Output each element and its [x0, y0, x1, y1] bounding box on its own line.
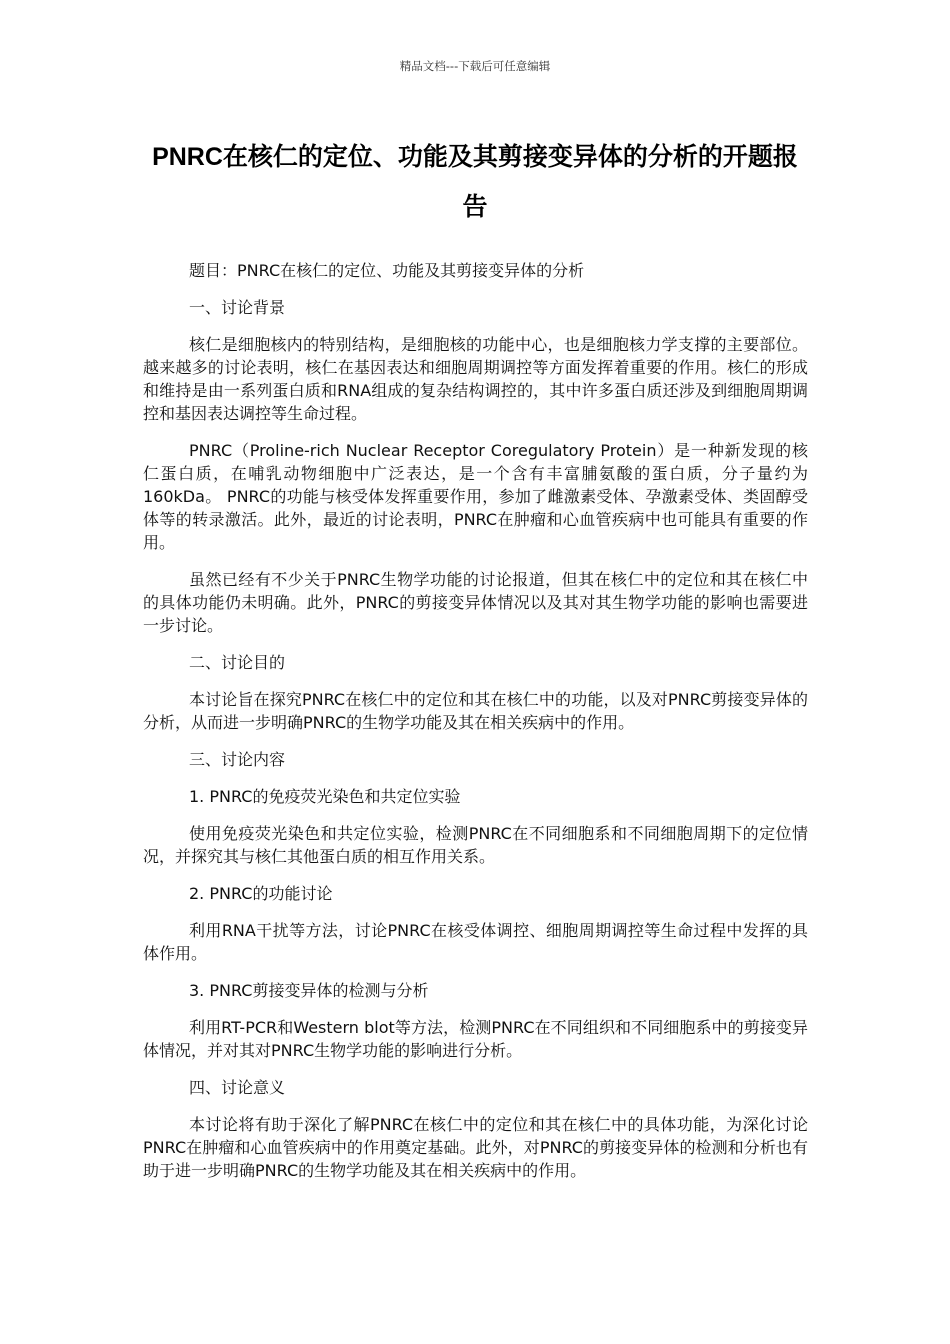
body-paragraph: 利用RNA干扰等方法，讨论PNRC在核受体调控、细胞周期调控等生命过程中发挥的具体作用。 [143, 921, 808, 963]
body-paragraph: 本讨论旨在探究PNRC在核仁中的定位和其在核仁中的功能，以及对PNRC剪接变异体的分析，从而进一步明确PNRC的生物学功能及其在相关疾病中的作用。 [143, 690, 808, 732]
body-paragraph: 利用RT-PCR和Western blot等方法，检测PNRC在不同组织和不同细胞系中的剪接变异体情况，并对其对PNRC生物学功能的影响进行分析。 [143, 1018, 808, 1060]
header-note: 精品文档---下载后可任意编辑 [399, 59, 551, 73]
body-paragraph: 虽然已经有不少关于PNRC生物学功能的讨论报道，但其在核仁中的定位和其在核仁中的具体功能仍未明确。此外，PNRC的剪接变异体情况以及其对其生物学功能的影响也需要进一步讨论。 [143, 570, 808, 635]
subsection-heading: 3. PNRC剪接变异体的检测与分析 [189, 981, 429, 1000]
topic-line: 题目：PNRC在核仁的定位、功能及其剪接变异体的分析 [189, 261, 585, 280]
section-heading-background: 一、讨论背景 [189, 298, 286, 317]
body-paragraph: 核仁是细胞核内的特别结构，是细胞核的功能中心，也是细胞核力学支撑的主要部位。越来越多的讨论表明，核仁在基因表达和细胞周期调控等方面发挥着重要的作用。核仁的形成和维持是由一系列蛋白质和RNA组成的复杂结构调控的，其中许多蛋白质还涉及到细胞周期调控和基因表达调控等生命过程。 [143, 335, 808, 423]
body-paragraph: 本讨论将有助于深化了解PNRC在核仁中的定位和其在核仁中的具体功能，为深化讨论PNRC在肿瘤和心血管疾病中的作用奠定基础。此外，对PNRC的剪接变异体的检测和分析也有助于进一步明确PNRC的生物学功能及其在相关疾病中的作用。 [143, 1115, 808, 1180]
body-paragraph: PNRC（Proline-rich Nuclear Receptor Coregulatory Protein）是一种新发现的核仁蛋白质，在哺乳动物细胞中广泛表达，是一个含有丰富脯氨酸的蛋白质，分子量约为160kDa。 PNRC的功能与核受体发挥重要作用，参加了雌激素受体、孕激素受体、类固醇受体等的转录激活。此外，最近的讨论表明，PNRC在肿瘤和心血管疾病中也可能具有重要的作用。 [143, 441, 808, 552]
section-heading-significance: 四、讨论意义 [189, 1078, 286, 1097]
document-body [143, 259, 808, 1196]
body-paragraph: 使用免疫荧光染色和共定位实验，检测PNRC在不同细胞系和不同细胞周期下的定位情况，并探究其与核仁其他蛋白质的相互作用关系。 [143, 824, 808, 866]
section-heading-purpose: 二、讨论目的 [189, 653, 286, 672]
subsection-heading: 1. PNRC的免疫荧光染色和共定位实验 [189, 787, 461, 806]
page-title: PNRC在核仁的定位、功能及其剪接变异体的分析的开题报告 [152, 143, 798, 221]
section-heading-content: 三、讨论内容 [189, 750, 286, 769]
subsection-heading: 2. PNRC的功能讨论 [189, 884, 333, 903]
